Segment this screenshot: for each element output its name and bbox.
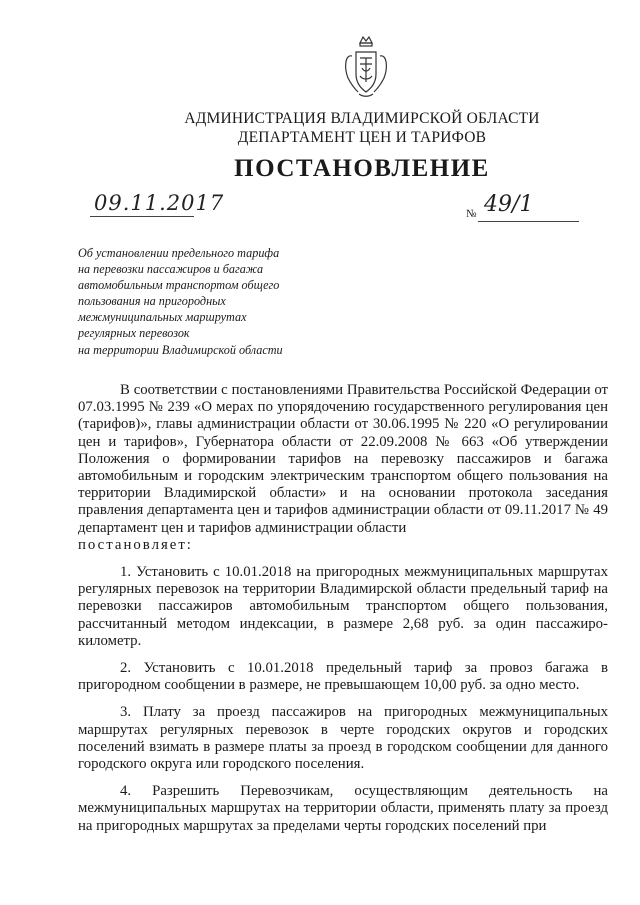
number-label: № [466, 208, 477, 220]
subject-line: на территории Владимирской области [78, 342, 283, 357]
subject-line: регулярных перевозок [78, 326, 190, 341]
subject-line: на перевозки пассажиров и багажа [78, 262, 264, 277]
preamble-paragraph: В соответствии с постановлениями Правительства Российской Федерации от 07.03.1995 № 239 «О мерах по упорядочению государственного регулирования цен (тарифов)», главы администрации области от 30.06.1995 № 220 «О регулировании цен и тарифов», Губернатора области от 22.09.2008 № 663 «Об утверждении Положения о формировании тарифов на перевозку пассажиров и багажа автомобильным и городским электрическим транспортом общего пользования на территории Владимирской области» и на основании протокола заседания правления департамента цен и тарифов администрации области от 09.11.2017 № 49 департамент цен и тарифов администрации области [78, 382, 608, 536]
clause-3: 3. Плату за проезд пассажиров на пригородных межмуниципальных маршрутах регулярных перевозок в черте городских округов и городских поселений взимать в размере платы за проезд в городском сообщении для данного городского округа или городского поселения. [78, 704, 608, 773]
clause-2: 2. Установить с 10.01.2018 предельный тариф за провоз багажа в пригородном сообщении в размере, не превышающем 10,00 руб. за одно место. [78, 660, 608, 694]
subject-line: межмуниципальных маршрутах [78, 310, 247, 325]
number-underline [478, 221, 579, 222]
coat-of-arms-icon [343, 34, 389, 98]
subject-line: автомобильным транспортом общего [78, 278, 280, 293]
organization-name: АДМИНИСТРАЦИЯ ВЛАДИМИРСКОЙ ОБЛАСТИ [184, 110, 540, 127]
document-subject [78, 245, 338, 358]
document-date: 09.11.2017 [94, 191, 225, 215]
resolution-word: постановляет: [78, 536, 193, 553]
subject-line: Об установлении предельного тарифа [78, 246, 280, 260]
clause-1: 1. Установить с 10.01.2018 на пригородных межмуниципальных маршрутах регулярных перевозок на территории Владимирской области предельный тариф на перевозки пассажиров автомобильным транспортом общего пользования, рассчитанный методом индексации, в размере 2,68 руб. за один пассажиро-километр. [78, 564, 608, 649]
document-number: 49/1 [484, 192, 534, 217]
date-underline [90, 216, 194, 217]
clause-4: 4. Разрешить Перевозчикам, осуществляющим деятельность на межмуниципальных маршрутах на территории области, применять плату за проезд на пригородных маршрутах за пределами черты городских поселений при [78, 783, 608, 834]
document-body [78, 382, 608, 845]
department-name: ДЕПАРТАМЕНТ ЦЕН И ТАРИФОВ [237, 129, 487, 146]
document-title: ПОСТАНОВЛЕНИЕ [234, 155, 490, 182]
subject-line: пользования на пригородных [78, 294, 226, 309]
